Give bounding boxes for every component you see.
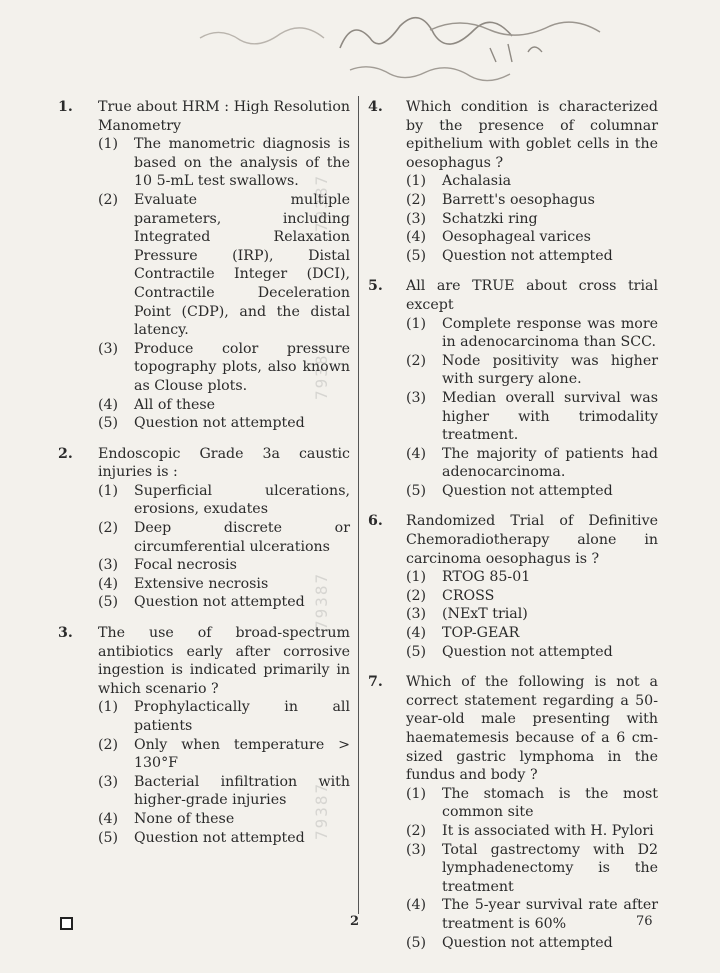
option-text: Barrett's oesophagus (442, 191, 595, 208)
question-text: Which condition is characterized by the presence of columnar epithelium with goblet cells in the oesophagus ? (406, 99, 658, 171)
option-text: Node positivity was higher with surgery alone. (442, 352, 658, 388)
option-text: Question not attempted (134, 415, 305, 432)
option-number: (1) (406, 315, 427, 332)
option-number: (2) (406, 191, 427, 208)
option-number: (1) (98, 482, 119, 499)
right-column (368, 98, 658, 964)
option (406, 605, 658, 624)
option-text: Deep discrete or circumferential ulcerations (134, 520, 350, 555)
option (406, 785, 658, 822)
question-2 (58, 445, 350, 612)
question-number: 3. (58, 625, 73, 642)
watermark: 79387 (312, 173, 331, 232)
question-3 (58, 624, 350, 847)
option-text: RTOG 85-01 (442, 569, 531, 586)
option-number: (4) (406, 229, 427, 246)
option (98, 396, 350, 415)
option-text: It is associated with H. Pylori (442, 822, 654, 839)
option-number: (2) (406, 352, 427, 369)
option (406, 210, 658, 229)
option-number: (3) (406, 606, 427, 623)
option-number: (1) (406, 785, 427, 802)
question-7 (368, 673, 658, 952)
option-text: Question not attempted (442, 247, 613, 264)
option-number: (1) (406, 173, 427, 190)
question-text: Which of the following is not a correct statement regarding a 50-year-old male presenting with haematemesis because of a 6 cm-sized gastric lymphoma in the fundus and body ? (406, 674, 658, 784)
question-text: The use of broad-spectrum antibiotics early after corrosive ingestion is indicated primarily in which scenario ? (98, 625, 350, 697)
option-text: Bacterial infiltration with higher-grade injuries (134, 773, 350, 809)
option-number: (3) (406, 841, 427, 858)
option (98, 773, 350, 810)
option-number: (3) (406, 389, 427, 406)
question-text: True about HRM : High Resolution Manometry (98, 99, 350, 134)
option-text: (NExT trial) (442, 606, 528, 623)
question-6 (368, 512, 658, 661)
option-text: CROSS (442, 587, 495, 604)
option-number: (1) (406, 569, 427, 586)
question-4 (368, 98, 658, 265)
option-text: The majority of patients had adenocarcinoma. (442, 445, 658, 481)
option (406, 191, 658, 210)
option-number: (3) (98, 340, 119, 357)
question-number: 5. (368, 278, 383, 295)
option (98, 829, 350, 848)
question-text: Randomized Trial of Definitive Chemoradiotherapy alone in carcinoma oesophagus is ? (406, 513, 658, 567)
option (98, 519, 350, 556)
option (406, 228, 658, 247)
left-column (58, 98, 350, 859)
question-text: Endoscopic Grade 3a caustic injuries is : (98, 445, 350, 481)
question-5 (368, 277, 658, 500)
question-number: 7. (368, 674, 383, 691)
option-number: (5) (406, 482, 427, 499)
option-text: Produce color pressure topography plots, also known as Clouse plots. (134, 340, 350, 394)
option (98, 482, 350, 519)
option-text: Schatzki ring (442, 210, 538, 227)
option-number: (5) (406, 643, 427, 660)
option (98, 414, 350, 433)
option-text: The manometric diagnosis is based on the analysis of the 10 5-mL test swallows. (134, 136, 350, 190)
option (98, 340, 350, 396)
option (98, 556, 350, 575)
option-text: Question not attempted (442, 482, 613, 499)
option-text: Achalasia (442, 173, 512, 190)
option (98, 191, 350, 340)
option-number: (4) (98, 575, 119, 592)
option-text: Question not attempted (134, 594, 305, 611)
option (406, 445, 658, 482)
handwritten-scribble (190, 8, 620, 92)
option-number: (3) (98, 557, 119, 574)
option-text: Extensive necrosis (134, 575, 269, 592)
question-number: 4. (368, 99, 383, 115)
option-text: Evaluate multiple parameters, including Integrated Relaxation Pressure (IRP), Distal Contractile Integer (DCI), Contractile Deceleration Point (CDP), and the distal latency. (134, 191, 350, 339)
question-number: 1. (58, 99, 73, 115)
option-number: (5) (98, 594, 119, 611)
option (406, 482, 658, 501)
option-text: TOP-GEAR (442, 625, 520, 642)
option-text: None of these (134, 810, 235, 827)
option (406, 822, 658, 841)
option (406, 624, 658, 643)
option-number: (1) (98, 136, 119, 153)
corner-square-mark (60, 917, 73, 930)
option-number: (2) (406, 587, 427, 604)
option-number: (1) (98, 699, 119, 716)
page-number: 2 (350, 914, 360, 929)
option (98, 736, 350, 773)
option-number: (4) (406, 897, 427, 914)
option (98, 575, 350, 594)
option (406, 841, 658, 897)
option-number: (4) (406, 445, 427, 462)
option-number: (5) (98, 415, 119, 432)
option (406, 568, 658, 587)
option-number: (3) (406, 210, 427, 227)
question-text: All are TRUE about cross trial except (406, 278, 658, 313)
page-code: 76 (636, 914, 653, 929)
option-text: Question not attempted (134, 829, 305, 846)
option (406, 587, 658, 606)
watermark: 79387 (312, 781, 331, 840)
option-text: The 5-year survival rate after treatment is 60% (442, 897, 658, 932)
option (406, 352, 658, 389)
option (406, 389, 658, 445)
question-1 (58, 98, 350, 433)
option-text: Superficial ulcerations, erosions, exudates (134, 482, 350, 518)
option (98, 593, 350, 612)
question-number: 6. (368, 513, 383, 530)
option-number: (5) (406, 247, 427, 264)
option (98, 135, 350, 191)
question-number: 2. (58, 445, 73, 462)
option-text: The stomach is the most common site (442, 785, 658, 821)
option-text: Total gastrectomy with D2 lymphadenectomy is the treatment (442, 841, 658, 895)
option-text: Only when temperature > 130°F (134, 736, 350, 772)
option-text: Focal necrosis (134, 557, 237, 574)
option-number: (5) (98, 829, 119, 846)
option-number: (2) (98, 191, 119, 208)
option-text: Median overall survival was higher with trimodality treatment. (442, 389, 658, 444)
option-text: Question not attempted (442, 643, 613, 660)
option-number: (2) (98, 736, 119, 753)
option-text: All of these (134, 396, 216, 413)
option (406, 315, 658, 352)
option-text: Oesophageal varices (442, 229, 591, 246)
option-number: (2) (98, 520, 119, 537)
column-divider (358, 96, 359, 914)
watermark: 79387 (312, 341, 331, 400)
option-text: Prophylactically in all patients (134, 699, 350, 734)
watermark: 79387 (312, 571, 331, 630)
option-number: (4) (98, 810, 119, 827)
option (98, 810, 350, 829)
option-number: (4) (98, 396, 119, 413)
option-number: (2) (406, 822, 427, 839)
option-text: Complete response was more in adenocarcinoma than SCC. (442, 315, 658, 351)
option-number: (4) (406, 625, 427, 642)
option (98, 698, 350, 735)
option-number: (3) (98, 773, 119, 790)
option (406, 247, 658, 266)
option (406, 172, 658, 191)
option (406, 934, 658, 953)
option-number: (5) (406, 934, 427, 951)
option-text: Question not attempted (442, 934, 613, 951)
option (406, 643, 658, 662)
option (406, 896, 658, 933)
